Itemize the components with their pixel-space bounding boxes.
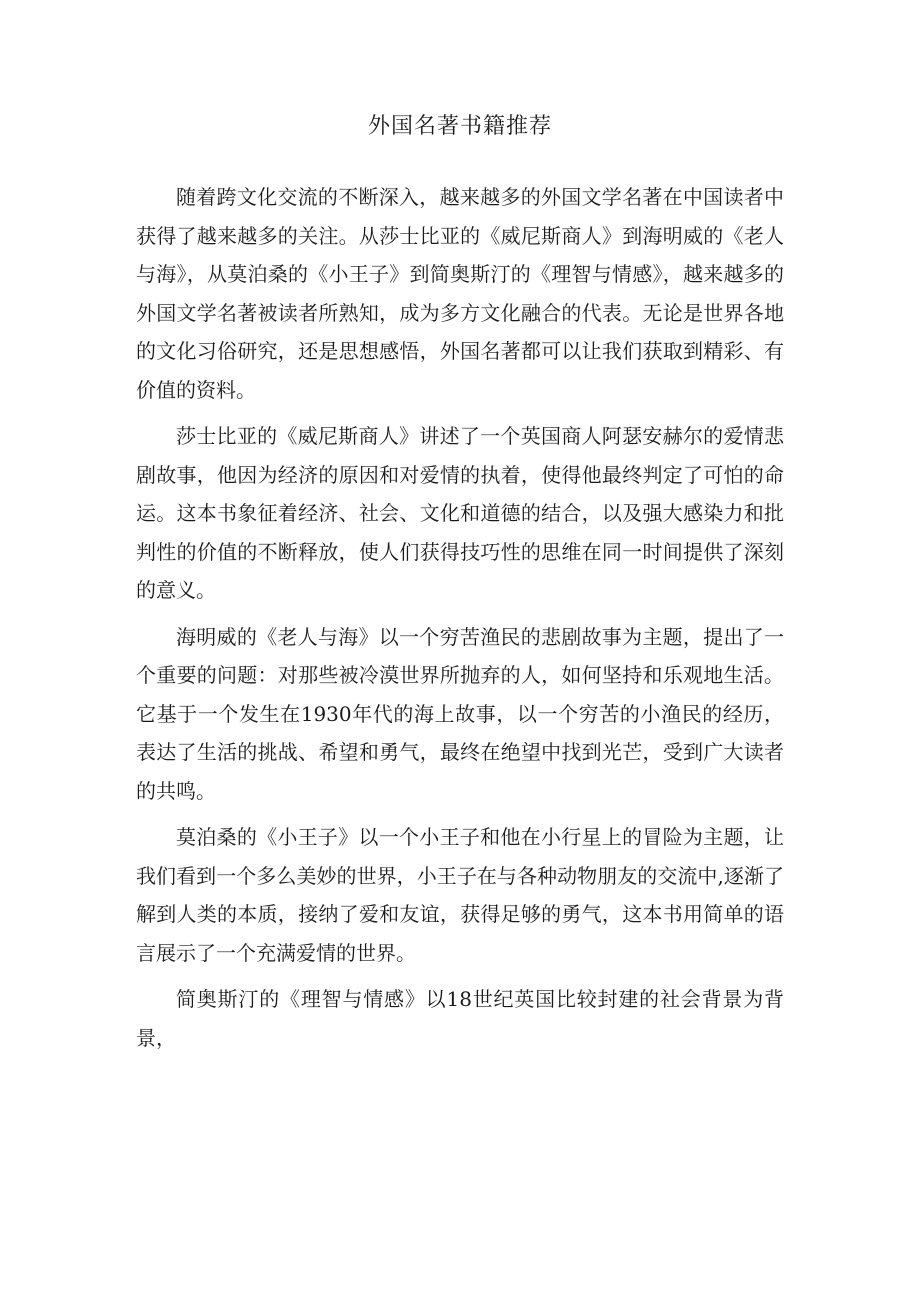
document-body [136,178,784,1065]
paragraph-merchant-of-venice: 莎士比亚的《威尼斯商人》讲述了一个英国商人阿瑟安赫尔的爱情悲剧故事，他因为经济的原因和对爱情的执着，使得他最终判定了可怕的命运。这本书象征着经济、社会、文化和道德的结合，以及强大感染力和批判性的价值的不断释放，使人们获得技巧性的思维在同一时间提供了深刻的意义。 [136,424,784,602]
document-title: 外国名著书籍推荐 [367,114,552,139]
paragraph-sense-and-sensibility: 简奥斯汀的《理智与情感》以18世纪英国比较封建的社会背景为背景， [136,987,784,1050]
paragraph-intro: 随着跨文化交流的不断深入，越来越多的外国文学名著在中国读者中获得了越来越多的关注。从莎士比亚的《威尼斯商人》到海明威的《老人与海》，从莫泊桑的《小王子》到简奥斯汀的《理智与情感》，越来越多的外国文学名著被读者所熟知，成为多方文化融合的代表。无论是世界各地的文化习俗研究，还是思想感悟，外国名著都可以让我们获取到精彩、有价值的资料。 [136,185,784,402]
paragraph-old-man-and-the-sea: 海明威的《老人与海》以一个穷苦渔民的悲剧故事为主题，提出了一个重要的问题：对那些被冷漠世界所抛弃的人，如何坚持和乐观地生活。它基于一个发生在1930年代的海上故事，以一个穷苦的小渔民的经历，表达了生活的挑战、希望和勇气，最终在绝望中找到光芒，受到广大读者的共鸣。 [136,624,784,803]
paragraph-little-prince: 莫泊桑的《小王子》以一个小王子和他在小行星上的冒险为主题，让我们看到一个多么美妙的世界，小王子在与各种动物朋友的交流中,逐渐了解到人类的本质，接纳了爱和友谊，获得足够的勇气，这本书用简单的语言展示了一个充满爱情的世界。 [136,825,784,965]
